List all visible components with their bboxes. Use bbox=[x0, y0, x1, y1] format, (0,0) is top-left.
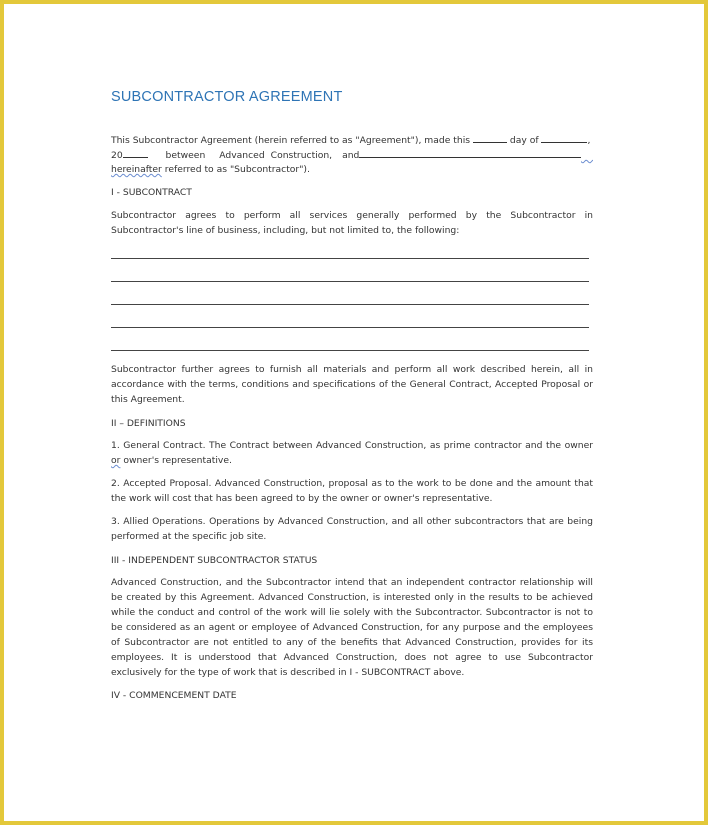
intro-text: This Subcontractor Agreement (herein referred to as "Agreement"), made this bbox=[111, 135, 471, 146]
service-blank-line-5[interactable] bbox=[111, 350, 589, 351]
service-blank-line-2[interactable] bbox=[111, 281, 589, 282]
intro-line-1 bbox=[111, 132, 593, 148]
definition-text: 1. General Contract. The Contract between Advanced Construction, as prime contractor and the owner bbox=[111, 440, 593, 451]
service-blank-line-4[interactable] bbox=[111, 327, 589, 328]
day-blank[interactable] bbox=[473, 132, 507, 143]
party-blank[interactable] bbox=[359, 147, 581, 158]
intro-text: , bbox=[587, 135, 591, 146]
definition-item-3: 3. Allied Operations. Operations by Advanced Construction, and all other subcontractors that are being performed at the specific job site. bbox=[111, 516, 593, 542]
intro-text: Construction, bbox=[270, 150, 333, 161]
definition-text: owner's representative. bbox=[120, 455, 232, 466]
intro-text: ____ bbox=[581, 153, 593, 160]
subcontract-paragraph-2: Subcontractor further agrees to furnish all materials and perform all work described herein, all in accordance with the terms, conditions and specifications of the General Contract, Accepted Proposal or this Agreement. bbox=[111, 364, 593, 405]
intro-text: Advanced bbox=[219, 150, 265, 161]
month-blank[interactable] bbox=[541, 132, 587, 143]
definition-item-1 bbox=[111, 438, 593, 468]
intro-line-3 bbox=[111, 162, 593, 177]
intro-text: between bbox=[165, 150, 206, 161]
service-blank-line-1[interactable] bbox=[111, 258, 589, 259]
section-heading-subcontract: I - SUBCONTRACT bbox=[111, 187, 192, 198]
intro-text: 20 bbox=[111, 150, 123, 161]
subcontract-paragraph-1: Subcontractor agrees to perform all services generally performed by the Subcontractor in Subcontractor's line of business, including, but not limited to, the following: bbox=[111, 210, 593, 236]
section-heading-definitions: II – DEFINITIONS bbox=[111, 418, 186, 429]
service-blank-line-3[interactable] bbox=[111, 304, 589, 305]
year-blank[interactable] bbox=[123, 147, 148, 158]
intro-text: day of bbox=[509, 135, 539, 146]
intro-text: hereinafter bbox=[111, 164, 162, 175]
document-title: SUBCONTRACTOR AGREEMENT bbox=[111, 89, 343, 105]
definition-text: or bbox=[111, 455, 121, 466]
section-heading-independent-status: III - INDEPENDENT SUBCONTRACTOR STATUS bbox=[111, 555, 318, 566]
intro-text: referred to as "Subcontractor"). bbox=[161, 164, 310, 175]
section-heading-commencement-date: IV - COMMENCEMENT DATE bbox=[111, 690, 237, 701]
intro-text: and bbox=[342, 150, 360, 161]
definition-item-2: 2. Accepted Proposal. Advanced Construction, proposal as to the work to be done and the amount that the work will cost that has been agreed to by the owner or owner's representative. bbox=[111, 478, 593, 504]
independent-status-paragraph: Advanced Construction, and the Subcontractor intend that an independent contractor relationship will be created by this Agreement. Advanced Construction, is interested only in the results to be achieved while the conduct and control of the work will lie solely with the Subcontractor. Subcontractor is not to be considered as an agent or employee of Advanced Construction, for any purpose and the employees of Subcontractor are not entitled to any of the benefits that Advanced Construction, provides for its employees. It is understood that Advanced Construction, does not agree to use Subcontractor exclusively for the type of work that is described in I - SUBCONTRACT above. bbox=[111, 577, 593, 678]
